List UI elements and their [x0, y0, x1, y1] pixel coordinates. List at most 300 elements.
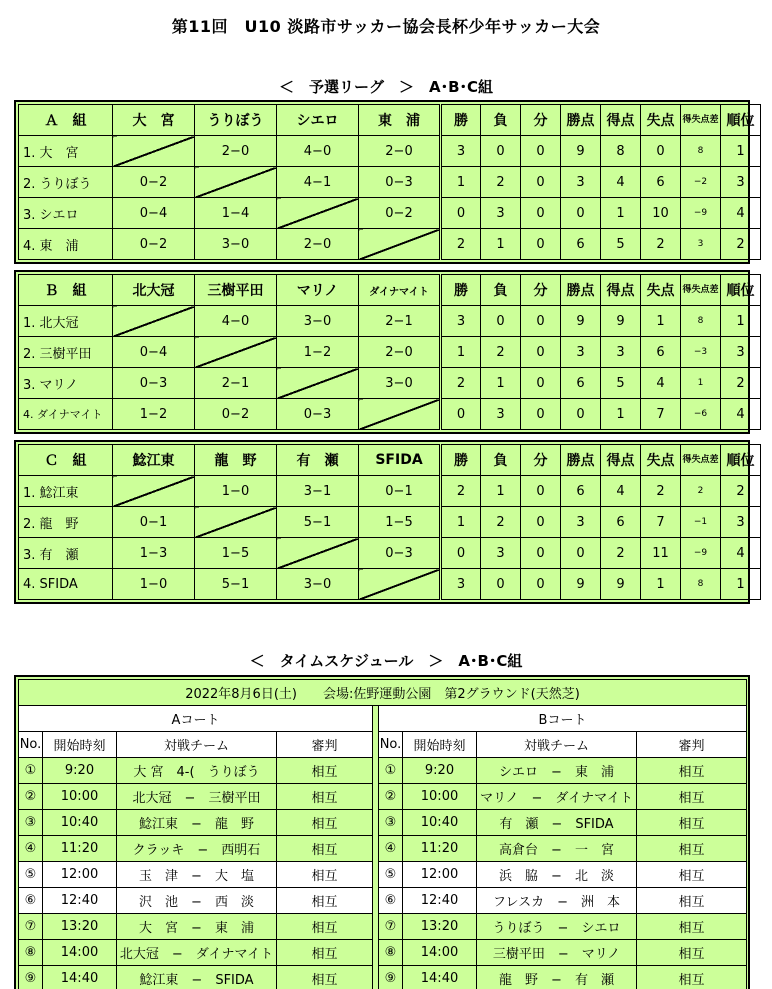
stat-cell: 0: [521, 569, 561, 600]
stat-cell: 9: [561, 569, 601, 600]
stat-cell: 1: [481, 229, 521, 260]
result-cell: 3−0: [195, 229, 277, 260]
schedule-ref: 相互: [637, 888, 747, 914]
result-cell: 1−5: [359, 507, 441, 538]
schedule-title: ＜ タイムスケジュール ＞ A･B･C組: [249, 652, 523, 670]
self-match-cell: [277, 538, 359, 569]
schedule-ref: 相互: [277, 940, 373, 966]
schedule-no: ④: [379, 836, 403, 862]
stat-cell: 3: [481, 399, 521, 430]
column-header: 三樹平田: [195, 275, 277, 306]
result-cell: 3−0: [277, 569, 359, 600]
result-cell: 3−1: [277, 476, 359, 507]
schedule-ref: 相互: [637, 784, 747, 810]
schedule-row: [19, 810, 747, 836]
self-match-cell: [195, 507, 277, 538]
column-header: 勝点: [561, 275, 601, 306]
stat-cell: 1: [641, 569, 681, 600]
result-cell: 0−4: [113, 198, 195, 229]
schedule-row: [19, 888, 747, 914]
schedule-ref: 相互: [637, 810, 747, 836]
stat-cell: 3: [441, 136, 481, 167]
stat-cell: 0: [521, 368, 561, 399]
column-header: 負: [481, 105, 521, 136]
stat-cell: 5: [601, 368, 641, 399]
result-cell: 5−1: [277, 507, 359, 538]
schedule-time: 12:00: [43, 862, 117, 888]
schedule-no: ⑤: [379, 862, 403, 888]
stat-cell: 6: [641, 337, 681, 368]
stat-cell: 2: [441, 229, 481, 260]
table-row: [19, 337, 761, 368]
table-row: [19, 399, 761, 430]
stat-cell: 1: [721, 569, 761, 600]
stat-cell: 4: [721, 399, 761, 430]
col-no: No.: [379, 732, 403, 758]
schedule-no: ①: [19, 758, 43, 784]
column-header: 勝点: [561, 445, 601, 476]
stat-cell: 0: [481, 569, 521, 600]
self-match-cell: [195, 167, 277, 198]
schedule-ref: 相互: [277, 836, 373, 862]
group-a-table: [14, 100, 755, 264]
result-cell: 1−5: [195, 538, 277, 569]
self-match-cell: [113, 136, 195, 167]
table-row: [19, 229, 761, 260]
stat-cell: 9: [601, 306, 641, 337]
stat-cell: 7: [641, 399, 681, 430]
column-header: 勝: [441, 105, 481, 136]
group-name: Ｂ 組: [19, 275, 113, 306]
stat-cell: 6: [641, 167, 681, 198]
result-cell: 1−0: [113, 569, 195, 600]
group-c-table: [14, 440, 755, 604]
stat-cell: 2: [481, 337, 521, 368]
schedule-ref: 相互: [277, 810, 373, 836]
stat-cell: 2: [641, 229, 681, 260]
table-row: [19, 507, 761, 538]
stat-cell: 2: [681, 476, 721, 507]
column-header: 北大冠: [113, 275, 195, 306]
result-cell: 0−3: [277, 399, 359, 430]
stat-cell: 11: [641, 538, 681, 569]
schedule-time: 14:00: [403, 940, 477, 966]
stat-cell: 2: [641, 476, 681, 507]
schedule-ref: 相互: [277, 784, 373, 810]
result-cell: 2−0: [359, 136, 441, 167]
team-name: 2. 三樹平田: [19, 337, 113, 368]
schedule-time: 13:20: [403, 914, 477, 940]
stat-cell: −1: [681, 507, 721, 538]
result-cell: 0−2: [113, 229, 195, 260]
column-header: 負: [481, 445, 521, 476]
stat-cell: 2: [481, 507, 521, 538]
schedule-ref: 相互: [277, 862, 373, 888]
schedule-match: 高倉台 − 一 宮: [477, 836, 637, 862]
stat-cell: 3: [561, 167, 601, 198]
group-name: Ａ 組: [19, 105, 113, 136]
stat-cell: 3: [561, 337, 601, 368]
schedule-time: 10:40: [43, 810, 117, 836]
schedule-no: ⑨: [19, 966, 43, 989]
page-title: 第11回 U10 淡路市サッカー協会長杯少年サッカー大会: [171, 17, 601, 36]
stat-cell: 1: [601, 399, 641, 430]
team-name: 3. 有 瀬: [19, 538, 113, 569]
stat-cell: −9: [681, 538, 721, 569]
self-match-cell: [359, 399, 441, 430]
stat-cell: 2: [721, 229, 761, 260]
column-header: ダイナマイト: [359, 275, 441, 306]
schedule-no: ②: [379, 784, 403, 810]
schedule-match: うりぼう − シエロ: [477, 914, 637, 940]
schedule-match: 龍 野 − 有 瀬: [477, 966, 637, 989]
schedule-time: 14:00: [43, 940, 117, 966]
team-name: 2. 龍 野: [19, 507, 113, 538]
schedule-match: 大 宮 − 東 浦: [117, 914, 277, 940]
stat-cell: 0: [481, 306, 521, 337]
schedule-ref: 相互: [277, 888, 373, 914]
column-header: 大 宮: [113, 105, 195, 136]
schedule-time: 14:40: [43, 966, 117, 989]
schedule-row: [19, 836, 747, 862]
stat-cell: 3: [481, 538, 521, 569]
col-match: 対戦チーム: [477, 732, 637, 758]
self-match-cell: [113, 476, 195, 507]
schedule-no: ⑧: [19, 940, 43, 966]
result-cell: 3−0: [359, 368, 441, 399]
schedule-no: ①: [379, 758, 403, 784]
column-header: 失点: [641, 105, 681, 136]
column-header: 得点: [601, 445, 641, 476]
schedule-match: 鯰江東 − SFIDA: [117, 966, 277, 989]
schedule-match: 北大冠 − ダイナマイト: [117, 940, 277, 966]
stat-cell: 1: [441, 507, 481, 538]
schedule-match: 北大冠 − 三樹平田: [117, 784, 277, 810]
stat-cell: 1: [481, 476, 521, 507]
group-b-table: [14, 270, 755, 434]
stat-cell: 0: [441, 198, 481, 229]
schedule-ref: 相互: [637, 940, 747, 966]
schedule-no: ③: [379, 810, 403, 836]
result-cell: 0−1: [113, 507, 195, 538]
column-header: 得失点差: [681, 275, 721, 306]
column-header: うりぼう: [195, 105, 277, 136]
schedule-match: 三樹平田 − マリノ: [477, 940, 637, 966]
schedule-no: ⑧: [379, 940, 403, 966]
col-ref: 審判: [277, 732, 373, 758]
stat-cell: 0: [441, 399, 481, 430]
team-name: 1. 鯰江東: [19, 476, 113, 507]
stat-cell: 0: [521, 136, 561, 167]
stat-cell: 3: [561, 507, 601, 538]
column-header: 分: [521, 275, 561, 306]
stat-cell: −2: [681, 167, 721, 198]
result-cell: 2−1: [359, 306, 441, 337]
stat-cell: 0: [521, 507, 561, 538]
stat-cell: 10: [641, 198, 681, 229]
schedule-no: ②: [19, 784, 43, 810]
schedule-match: 鯰江東 − 龍 野: [117, 810, 277, 836]
schedule-row: [19, 940, 747, 966]
result-cell: 0−3: [359, 167, 441, 198]
stat-cell: 6: [601, 507, 641, 538]
schedule-table: [14, 675, 750, 989]
stat-cell: 0: [521, 198, 561, 229]
schedule-time: 13:20: [43, 914, 117, 940]
result-cell: 0−3: [359, 538, 441, 569]
self-match-cell: [359, 569, 441, 600]
stat-cell: 3: [441, 306, 481, 337]
column-header: 分: [521, 445, 561, 476]
table-row: [19, 198, 761, 229]
stat-cell: 4: [721, 198, 761, 229]
result-cell: 5−1: [195, 569, 277, 600]
stat-cell: 9: [561, 306, 601, 337]
table-row: [19, 569, 761, 600]
table-row: [19, 476, 761, 507]
result-cell: 0−3: [113, 368, 195, 399]
group-name: Ｃ 組: [19, 445, 113, 476]
column-header: 勝: [441, 445, 481, 476]
team-name: 1. 北大冠: [19, 306, 113, 337]
column-header: 勝: [441, 275, 481, 306]
self-match-cell: [113, 306, 195, 337]
schedule-ref: 相互: [637, 862, 747, 888]
schedule-no: ⑥: [19, 888, 43, 914]
schedule-no: ④: [19, 836, 43, 862]
result-cell: 2−0: [277, 229, 359, 260]
stat-cell: 0: [641, 136, 681, 167]
stat-cell: 0: [481, 136, 521, 167]
schedule-time: 10:40: [403, 810, 477, 836]
column-header: シエロ: [277, 105, 359, 136]
result-cell: 1−2: [113, 399, 195, 430]
schedule-match: 浜 脇 − 北 淡: [477, 862, 637, 888]
schedule-match: マリノ − ダイナマイト: [477, 784, 637, 810]
schedule-time: 12:00: [403, 862, 477, 888]
stat-cell: 0: [521, 399, 561, 430]
result-cell: 2−0: [195, 136, 277, 167]
stat-cell: 8: [681, 569, 721, 600]
table-row: [19, 306, 761, 337]
stat-cell: 1: [601, 198, 641, 229]
schedule-match: フレスカ − 洲 本: [477, 888, 637, 914]
league-title: ＜ 予選リーグ ＞ A･B･C組: [278, 78, 494, 96]
column-header: 順位: [721, 445, 761, 476]
column-header: 順位: [721, 275, 761, 306]
team-name: 2. うりぼう: [19, 167, 113, 198]
column-header: 得点: [601, 275, 641, 306]
schedule-ref: 相互: [277, 914, 373, 940]
column-header: 東 浦: [359, 105, 441, 136]
stat-cell: 1: [721, 136, 761, 167]
schedule-time: 9:20: [403, 758, 477, 784]
schedule-match: シエロ − 東 浦: [477, 758, 637, 784]
col-ref: 審判: [637, 732, 747, 758]
stat-cell: 9: [601, 569, 641, 600]
schedule-row: [19, 966, 747, 989]
stat-cell: 0: [561, 538, 601, 569]
schedule-row: [19, 914, 747, 940]
schedule-ref: 相互: [277, 966, 373, 989]
stat-cell: 8: [681, 136, 721, 167]
schedule-no: ⑦: [19, 914, 43, 940]
column-header: 有 瀬: [277, 445, 359, 476]
stat-cell: 3: [481, 198, 521, 229]
schedule-ref: 相互: [637, 758, 747, 784]
col-match: 対戦チーム: [117, 732, 277, 758]
team-name: 1. 大 宮: [19, 136, 113, 167]
column-header: マリノ: [277, 275, 359, 306]
stat-cell: 8: [681, 306, 721, 337]
column-header: 失点: [641, 275, 681, 306]
schedule-time: 12:40: [43, 888, 117, 914]
schedule-no: ③: [19, 810, 43, 836]
stat-cell: −3: [681, 337, 721, 368]
schedule-ref: 相互: [277, 758, 373, 784]
schedule-time: 11:20: [43, 836, 117, 862]
stat-cell: 1: [441, 337, 481, 368]
stat-cell: 3: [721, 167, 761, 198]
schedule-match: クラッキ − 西明石: [117, 836, 277, 862]
schedule-row: [19, 784, 747, 810]
schedule-time: 9:20: [43, 758, 117, 784]
result-cell: 0−2: [359, 198, 441, 229]
stat-cell: 3: [721, 337, 761, 368]
stat-cell: −9: [681, 198, 721, 229]
schedule-time: 12:40: [403, 888, 477, 914]
stat-cell: −6: [681, 399, 721, 430]
stat-cell: 1: [681, 368, 721, 399]
table-row: [19, 167, 761, 198]
column-header: 順位: [721, 105, 761, 136]
stat-cell: 4: [601, 476, 641, 507]
column-header: 得失点差: [681, 445, 721, 476]
stat-cell: 0: [521, 229, 561, 260]
self-match-cell: [277, 368, 359, 399]
court-b-header: Bコート: [379, 706, 747, 732]
stat-cell: 0: [521, 337, 561, 368]
stat-cell: 3: [601, 337, 641, 368]
table-row: [19, 368, 761, 399]
column-header: 負: [481, 275, 521, 306]
column-header: 分: [521, 105, 561, 136]
table-row: [19, 136, 761, 167]
stat-cell: 2: [481, 167, 521, 198]
col-time: 開始時刻: [403, 732, 477, 758]
schedule-ref: 相互: [637, 836, 747, 862]
schedule-no: ⑦: [379, 914, 403, 940]
stat-cell: 3: [681, 229, 721, 260]
result-cell: 1−4: [195, 198, 277, 229]
schedule-time: 10:00: [403, 784, 477, 810]
col-time: 開始時刻: [43, 732, 117, 758]
stat-cell: 0: [441, 538, 481, 569]
column-header: SFIDA: [359, 445, 441, 476]
stat-cell: 9: [561, 136, 601, 167]
team-name: 4. ダイナマイト: [19, 399, 113, 430]
col-no: No.: [19, 732, 43, 758]
self-match-cell: [277, 198, 359, 229]
team-name: 3. シエロ: [19, 198, 113, 229]
schedule-row: [19, 758, 747, 784]
result-cell: 4−0: [195, 306, 277, 337]
stat-cell: 6: [561, 476, 601, 507]
stat-cell: 0: [561, 198, 601, 229]
self-match-cell: [359, 229, 441, 260]
stat-cell: 5: [601, 229, 641, 260]
result-cell: 2−0: [359, 337, 441, 368]
stat-cell: 2: [721, 476, 761, 507]
court-a-header: Aコート: [19, 706, 373, 732]
stat-cell: 2: [721, 368, 761, 399]
stat-cell: 1: [721, 306, 761, 337]
schedule-match: 沢 池 − 西 淡: [117, 888, 277, 914]
stat-cell: 1: [481, 368, 521, 399]
team-name: 4. SFIDA: [19, 569, 113, 600]
column-header: 龍 野: [195, 445, 277, 476]
result-cell: 1−0: [195, 476, 277, 507]
stat-cell: 2: [601, 538, 641, 569]
column-header: 得点: [601, 105, 641, 136]
stat-cell: 1: [641, 306, 681, 337]
result-cell: 2−1: [195, 368, 277, 399]
schedule-time: 14:40: [403, 966, 477, 989]
stat-cell: 0: [561, 399, 601, 430]
team-name: 4. 東 浦: [19, 229, 113, 260]
stat-cell: 6: [561, 368, 601, 399]
stat-cell: 4: [601, 167, 641, 198]
result-cell: 4−0: [277, 136, 359, 167]
stat-cell: 3: [441, 569, 481, 600]
stat-cell: 6: [561, 229, 601, 260]
result-cell: 4−1: [277, 167, 359, 198]
stat-cell: 7: [641, 507, 681, 538]
venue-info: 2022年8月6日(土) 会場:佐野運動公園 第2グラウンド(天然芝): [19, 680, 747, 706]
stat-cell: 4: [721, 538, 761, 569]
schedule-time: 11:20: [403, 836, 477, 862]
result-cell: 0−4: [113, 337, 195, 368]
table-row: [19, 538, 761, 569]
stat-cell: 2: [441, 368, 481, 399]
stat-cell: 0: [521, 538, 561, 569]
schedule-match: 有 瀬 − SFIDA: [477, 810, 637, 836]
stat-cell: 0: [521, 306, 561, 337]
stat-cell: 2: [441, 476, 481, 507]
stat-cell: 3: [721, 507, 761, 538]
column-header: 勝点: [561, 105, 601, 136]
schedule-no: ⑥: [379, 888, 403, 914]
stat-cell: 8: [601, 136, 641, 167]
schedule-ref: 相互: [637, 914, 747, 940]
result-cell: 0−2: [113, 167, 195, 198]
stat-cell: 0: [521, 476, 561, 507]
schedule-match: 玉 津 − 大 塩: [117, 862, 277, 888]
schedule-match: 大 宮 4-( うりぼう: [117, 758, 277, 784]
self-match-cell: [195, 337, 277, 368]
stat-cell: 1: [441, 167, 481, 198]
column-header: 失点: [641, 445, 681, 476]
schedule-row: [19, 862, 747, 888]
schedule-ref: 相互: [637, 966, 747, 989]
column-header: 得失点差: [681, 105, 721, 136]
team-name: 3. マリノ: [19, 368, 113, 399]
result-cell: 3−0: [277, 306, 359, 337]
column-header: 鯰江東: [113, 445, 195, 476]
result-cell: 1−3: [113, 538, 195, 569]
result-cell: 0−2: [195, 399, 277, 430]
stat-cell: 0: [521, 167, 561, 198]
